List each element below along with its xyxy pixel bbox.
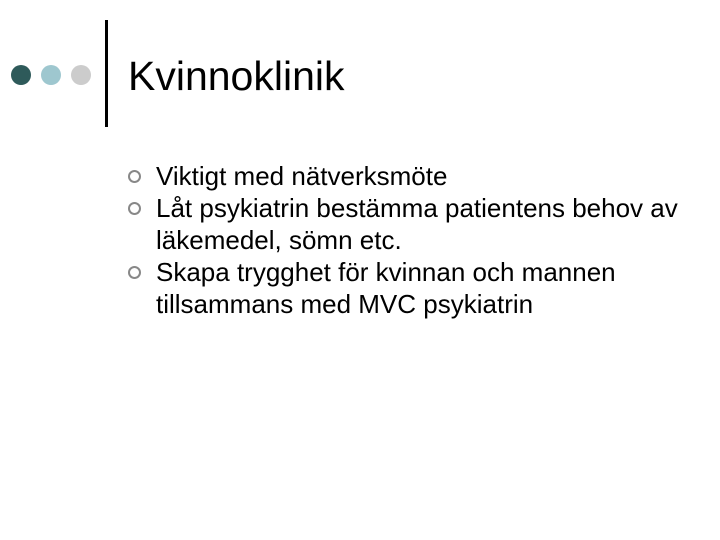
bullet-text: Viktigt med nätverksmöte	[156, 161, 448, 191]
decorative-dot-gray	[71, 65, 91, 85]
hollow-circle-icon	[128, 170, 141, 183]
bullet-text: Låt psykiatrin bestämma patientens behov av läkemedel, sömn etc.	[156, 193, 678, 255]
bullet-item	[128, 192, 688, 256]
hollow-circle-icon	[128, 266, 141, 279]
decorative-dot-light	[41, 65, 61, 85]
hollow-circle-icon	[128, 202, 141, 215]
bullet-item	[128, 256, 688, 320]
bullet-item	[128, 160, 688, 192]
bullet-list	[128, 160, 688, 320]
decorative-dot-dark	[11, 65, 31, 85]
bullet-text: Skapa trygghet för kvinnan och mannen tillsammans med MVC psykiatrin	[156, 257, 616, 319]
slide-title: Kvinnoklinik	[128, 53, 345, 99]
title-divider	[105, 20, 108, 127]
